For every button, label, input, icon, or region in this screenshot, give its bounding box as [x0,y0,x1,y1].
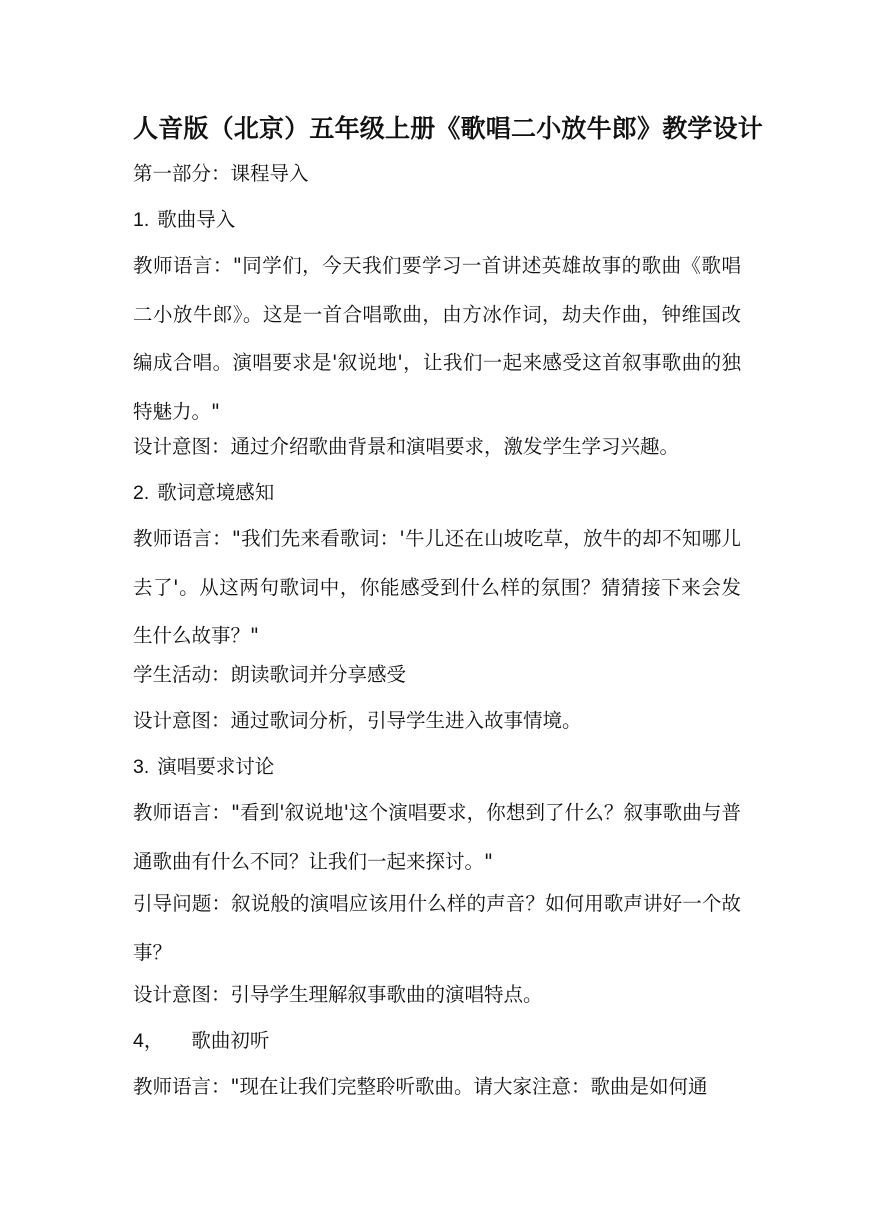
section-2-student-activity: 学生活动：朗读歌词并分享感受 [133,663,407,686]
section-2-title: 歌词意境感知 [157,481,275,504]
section-3-title: 演唱要求讨论 [157,755,275,778]
section-1-teacher-speech: 教师语言："同学们，今天我们要学习一首讲述英雄故事的歌曲《歌唱二小放牛郎》。这是一首合唱歌曲，由方冰作词，劫夫作曲，钟维国改编成合唱。演唱要求是'叙说地'，让我们一起来感受这首叙事歌曲的独特魅力。" [133,254,741,423]
section-1-number: 1. [133,209,150,231]
section-4-heading [133,1027,269,1055]
section-2-design-intent: 设计意图：通过歌词分析，引导学生进入故事情境。 [133,709,582,732]
section-4-number: 4， [133,1030,164,1052]
section-1-title: 歌曲导入 [157,208,236,231]
section-2-number: 2. [133,482,150,504]
section-2-heading [133,479,274,507]
document-title: 人音版（北京）五年级上册《歌唱二小放牛郎》教学设计 [133,114,764,143]
section-3-guiding-question: 引导问题：叙说般的演唱应该用什么样的声音？如何用歌声讲好一个故事？ [133,892,741,964]
section-4-teacher-speech: 教师语言："现在让我们完整聆听歌曲。请大家注意：歌曲是如何通 [133,1075,708,1098]
section-4-title: 歌曲初听 [191,1029,270,1052]
section-3-teacher-speech: 教师语言："看到'叙说地'这个演唱要求，你想到了什么？叙事歌曲与普通歌曲有什么不同？让我们一起来探讨。" [133,801,741,873]
section-2-teacher-speech: 教师语言："我们先来看歌词：'牛儿还在山坡吃草，放牛的却不知哪儿去了'。从这两句歌词中，你能感受到什么样的氛围？猜猜接下来会发生什么故事？" [133,527,741,648]
section-1-heading [133,206,235,234]
part1-heading: 第一部分：课程导入 [133,162,309,185]
section-3-design-intent: 设计意图：引导学生理解叙事歌曲的演唱特点。 [133,983,543,1006]
section-1-design-intent: 设计意图：通过介绍歌曲背景和演唱要求，激发学生学习兴趣。 [133,435,680,458]
section-3-number: 3. [133,756,150,778]
section-3-heading [133,753,274,781]
